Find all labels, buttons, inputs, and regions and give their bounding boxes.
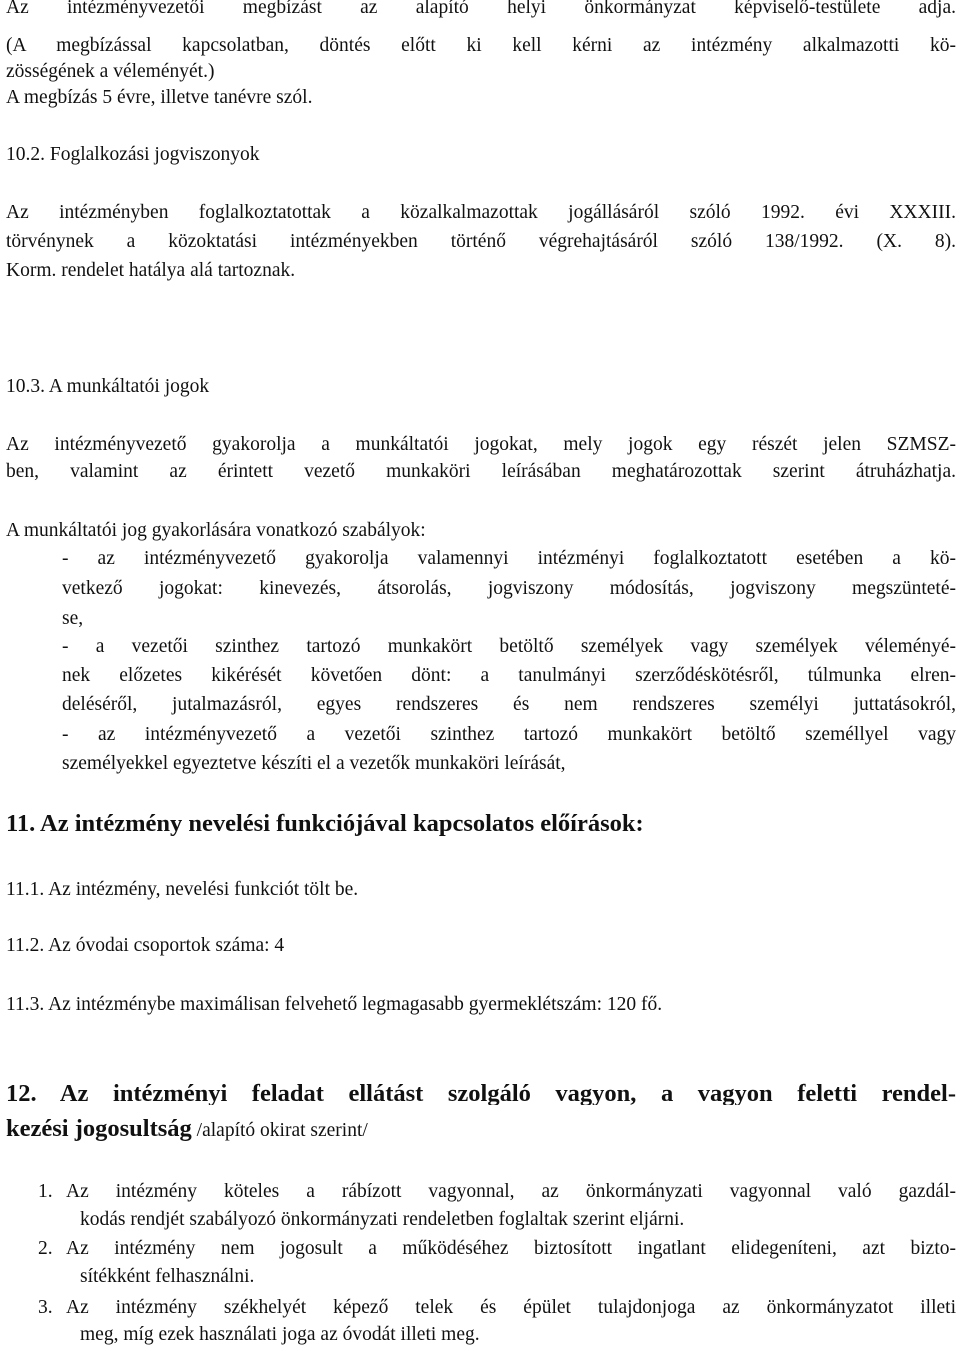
list-number: 3. [38, 1297, 53, 1318]
list-item: 11.3. Az intézménybe maximálisan felvehető legmagasabb gyermeklétszám: 120 fő. [6, 994, 663, 1015]
list-item: 11.1. Az intézmény, nevelési funkciót tölt be. [6, 879, 359, 900]
list-number: 2. [38, 1238, 53, 1259]
text-line: zösségének a véleményét.) [6, 61, 215, 82]
rule-line: - a vezetői szinthez tartozó munkakört betöltő személyek vagy személyek véleményé- [62, 636, 956, 657]
rule-line: deléséről, jutalmazásról, egyes rendszeres és nem rendszeres személyi juttatásokról, [62, 694, 956, 715]
numbered-item-line: kodás rendjét szabályozó önkormányzati rendeletben foglaltak szerint eljárni. [80, 1209, 685, 1230]
numbered-item-line: Az intézmény nem jogosult a működéséhez biztosított ingatlant elidegeníteni, azt bizto- [66, 1238, 956, 1259]
text-line: Korm. rendelet hatálya alá tartoznak. [6, 260, 296, 281]
list-item: 11.2. Az óvodai csoportok száma: 4 [6, 935, 285, 956]
text-line: A megbízás 5 évre, illetve tanévre szól. [6, 87, 313, 108]
rule-line: se, [62, 608, 84, 629]
rule-line: vetkező jogokat: kinevezés, átsorolás, jogviszony módosítás, jogviszony megszünteté- [62, 578, 956, 599]
text-line: törvénynek a közoktatási intézményekben történő végrehajtásáról szóló 138/1992. (X. 8). [6, 231, 956, 252]
text-line: Az intézményvezető gyakorolja a munkáltatói jogokat, mely jogok egy részét jelen SZMSZ- [6, 434, 956, 455]
chapter-heading-12-cont [6, 1113, 956, 1147]
section-heading: 10.2. Foglalkozási jogviszonyok [6, 144, 260, 165]
text-line: Az intézményvezetői megbízást az alapító helyi önkormányzat képviselő-testülete adja. [6, 0, 956, 18]
numbered-item-line: Az intézmény székhelyét képező telek és épület tulajdonjoga az önkormányzatot illeti [66, 1297, 956, 1318]
numbered-item-line: meg, míg ezek használati joga az óvodát illeti meg. [80, 1324, 480, 1345]
chapter-heading-11: 11. Az intézmény nevelési funkciójával kapcsolatos előírások: [6, 810, 644, 837]
numbered-item-line: Az intézmény köteles a rábízott vagyonnal, az önkormányzati vagyonnal való gazdál- [66, 1181, 956, 1202]
numbered-item-line: sítékként felhasználni. [80, 1266, 255, 1287]
heading-text: kezési jogosultság [6, 1115, 192, 1142]
rule-line: - az intézményvezető gyakorolja valamennyi intézményi foglalkoztatott esetében a kö- [62, 548, 956, 569]
section-heading: 10.3. A munkáltatói jogok [6, 376, 210, 397]
list-number: 1. [38, 1181, 53, 1202]
rule-line: személyekkel egyeztetve készíti el a vezetők munkaköri leírását, [62, 753, 566, 774]
text-line: Az intézményben foglalkoztatottak a közalkalmazottak jogállásáról szóló 1992. évi XXXIII. [6, 202, 956, 223]
heading-note: /alapító okirat szerint/ [191, 1120, 368, 1141]
rule-line: - az intézményvezető a vezetői szinthez tartozó munkakört betöltő személlyel vagy [62, 724, 956, 745]
rule-line: nek előzetes kikérését követően dönt: a tanulmányi szerződéskötésről, túlmunka elren- [62, 665, 956, 686]
rules-intro: A munkáltatói jog gyakorlására vonatkozó szabályok: [6, 520, 426, 541]
text-line: ben, valamint az érintett vezető munkaköri leírásában meghatározottak szerint átruházhatja. [6, 461, 956, 482]
chapter-heading-12: 12. Az intézményi feladat ellátást szolgáló vagyon, a vagyon feletti rendel- [6, 1080, 956, 1105]
text-line: (A megbízással kapcsolatban, döntés előtt ki kell kérni az intézmény alkalmazotti kö- [6, 35, 956, 56]
